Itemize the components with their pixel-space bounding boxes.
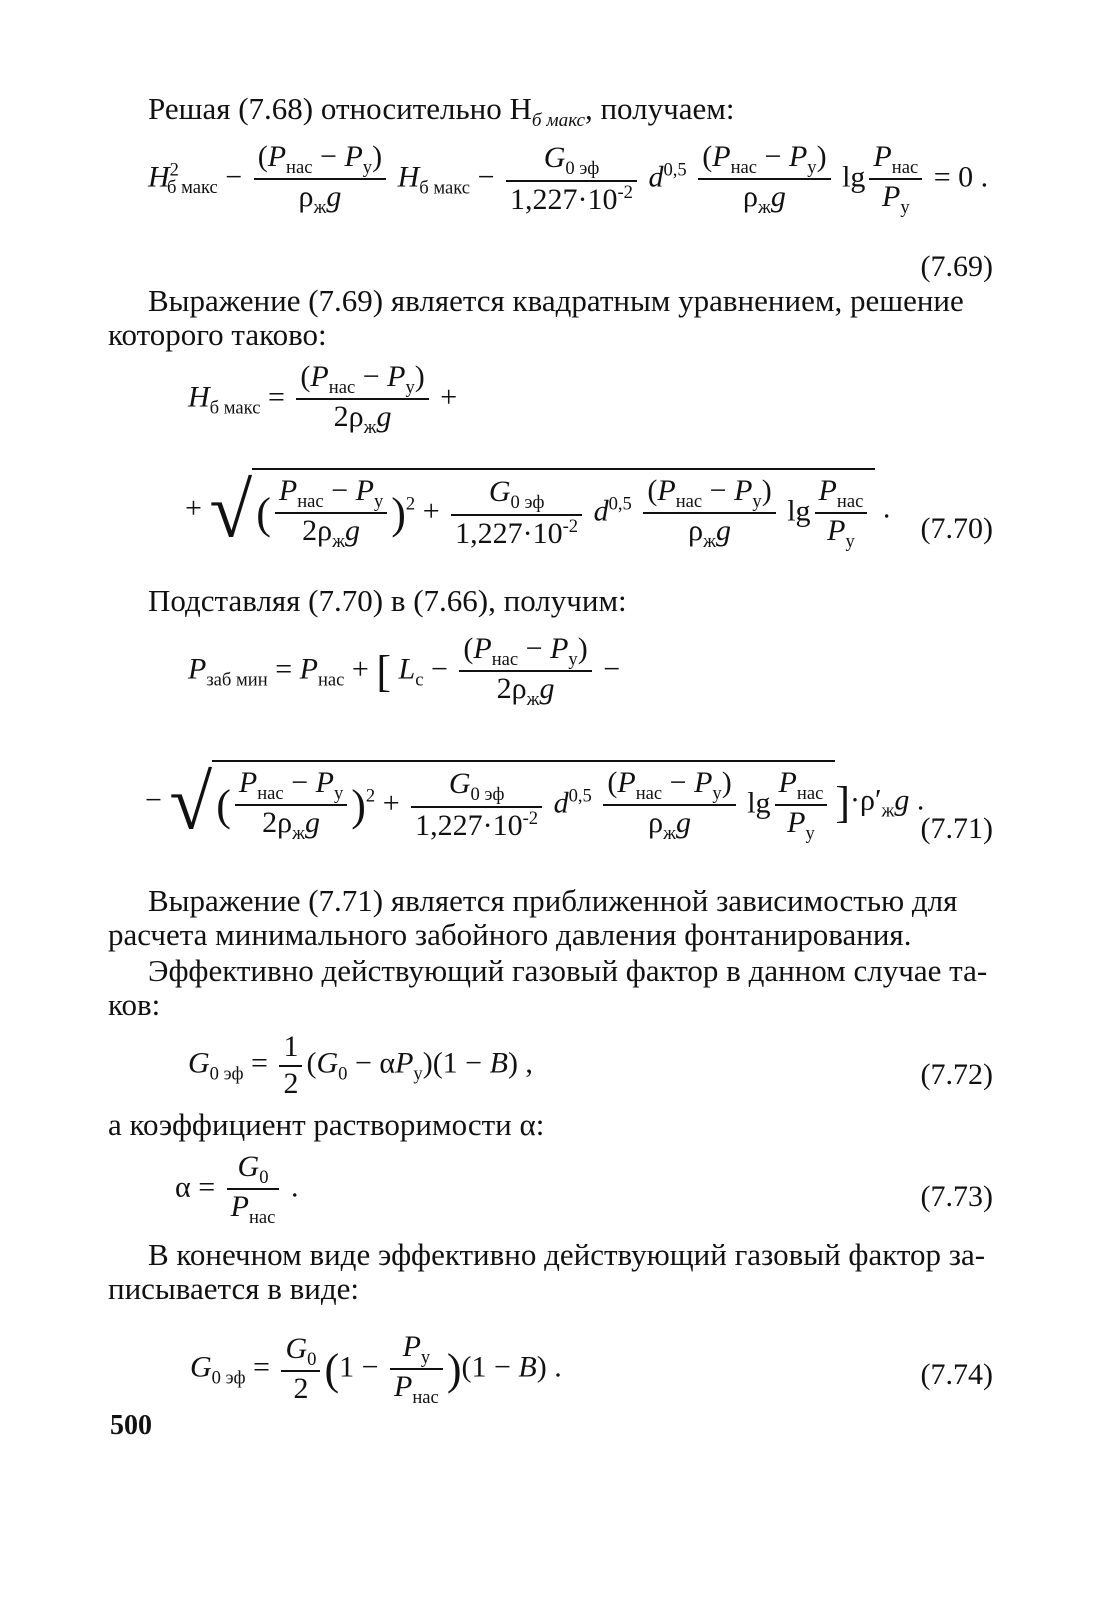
paragraph-solubility: а коэффициент растворимости α: [108, 1107, 545, 1142]
paragraph-quadratic: Выражение (7.69) является квадратным уравнением, решение которого таково: [108, 283, 964, 352]
equation-7-74: $G_{0 эф}$ = $\frac{G_0}{2}$ (1 − $\frac{P_у}{P_{нас}}$ )(1 − B) . [190, 1330, 562, 1409]
equation-number-7-71: (7.71) [920, 812, 993, 845]
paragraph-final-form: В конечном виде эффективно действующий газовый фактор за- писывается в виде: [108, 1237, 986, 1306]
equation-7-73: α = $\frac{G_0}{P_{нас}}$ . [175, 1150, 299, 1229]
paragraph-effective-factor: Эффективно действующий газовый фактор в данном случае та- ков: [108, 953, 988, 1022]
equation-7-70-part1: $H_{б макс}$ = $\frac{(P_{нас} - P_у)}{2\rho_жg}$ + [188, 360, 458, 439]
equation-7-71-part1: $P_{заб мин} = P_{нас}$ + [ $L_с$ − $\frac{(P_{нас} - P_у)}{2\rho_жg}$ − [188, 632, 621, 711]
equation-number-7-74: (7.74) [920, 1358, 993, 1391]
intro-end: , получаем: [584, 91, 735, 126]
equation-number-7-69: (7.69) [920, 250, 993, 283]
equation-number-7-70: (7.70) [920, 512, 993, 545]
equation-7-70-part2: + √( $\frac{P_{нас} - P_у}{2\rho_жg}$ )$^2$ + $\frac{G_{0 эф}}{1,227\cdot 10^{-2}}$ $d^{0,5}$ $\frac{(P_{нас} - P_у)}{\rho_жg}$ lg $\frac{P_{нас}}{P_у}$ . [185, 466, 891, 554]
equation-number-7-73: (7.73) [920, 1180, 993, 1213]
equation-7-71-part2: − √( $\frac{P_{нас} - P_у}{2\rho_жg}$ )$^2$ + $\frac{G_{0 эф}}{1,227\cdot 10^{-2}}$ $d^{0,5}$ $\frac{(P_{нас} - P_у)}{\rho_жg}$ lg $\frac{P_{нас}}{P_у}$ ]$\cdot\rho'_жg$ . [145, 758, 925, 846]
equation-7-72: $G_{0 эф}$ = $\frac{1}{2}$ $(G_0 - \alpha P_у)(1 - B)$ , [188, 1030, 533, 1100]
paragraph-substituting: Подставляя (7.70) в (7.66), получим: [148, 583, 627, 618]
paragraph-intro [108, 92, 993, 138]
intro-text: Решая (7.68) относительно H [148, 91, 532, 126]
equation-7-69: $H^2_{б макс}$ − $\frac{(P_{нас} - P_у)}{\rho_жg}$ $H_{б макс}$ − $\frac{G_{0 эф}}{1,227\cdot 10^{-2}}$ $d^{0,5}$ $\frac{(P_{нас} - P_у)}{\rho_жg}$ lg $\frac{P_{нас}}{P_у}$ = 0 . [148, 140, 989, 219]
equation-number-7-72: (7.72) [920, 1058, 993, 1091]
intro-subscript: б макс [531, 110, 585, 132]
paragraph-approximate: Выражение (7.71) является приближенной зависимостью для расчета минимального забойного давления фонтанирования. [108, 883, 958, 952]
page-number: 500 [110, 1410, 152, 1441]
